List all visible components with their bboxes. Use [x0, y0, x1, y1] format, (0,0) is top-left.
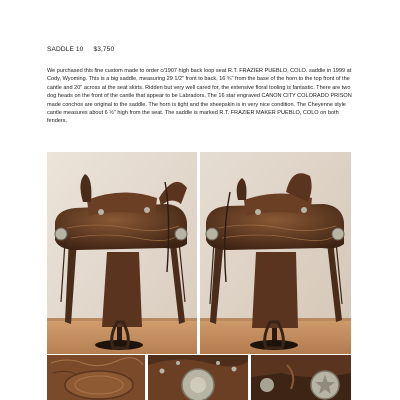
star-concho-detail-image [251, 355, 351, 400]
detail-photo-tooling [47, 355, 145, 400]
concho-detail-image [148, 355, 248, 400]
saddle-left-image [47, 152, 197, 354]
tooling-detail-image [47, 355, 145, 400]
saddle-right-image [200, 152, 351, 354]
detail-photo-star-concho [251, 355, 351, 400]
saddle-photo-left [47, 152, 197, 354]
listing-title [47, 46, 114, 53]
item-price: $3,750 [93, 46, 115, 53]
detail-photo-concho [148, 355, 248, 400]
saddle-photo-right [200, 152, 351, 354]
listing-description: We purchased this fine custom made to order c/1907 high back loop seat R.T. FRAZIER PUEBLO, COLO. saddle in 1999 at Cody, Wyoming. This is a big saddle, measuring 29 1/2" front to back, 16 ¾" from the base of the horn to the top front of the cantle and 20" across at the seat skirts. Ridden but very well cared for, the extensive floral tooling is fantastic. There are two dog heads on the front of the cantle that appear to be Labradors. The 16 star engraved CANON CITY COLORADO PRISON made conchos are original to the saddle. The horn is tight and the sheepskin is in very nice condition. The Cheyenne style cantle measures about 6 ½" high from the seat. The saddle is marked R.T. FRAZIER MAKER PUEBLO, COLO on both fenders. [47, 68, 352, 125]
item-code: SADDLE 10 [47, 46, 84, 53]
